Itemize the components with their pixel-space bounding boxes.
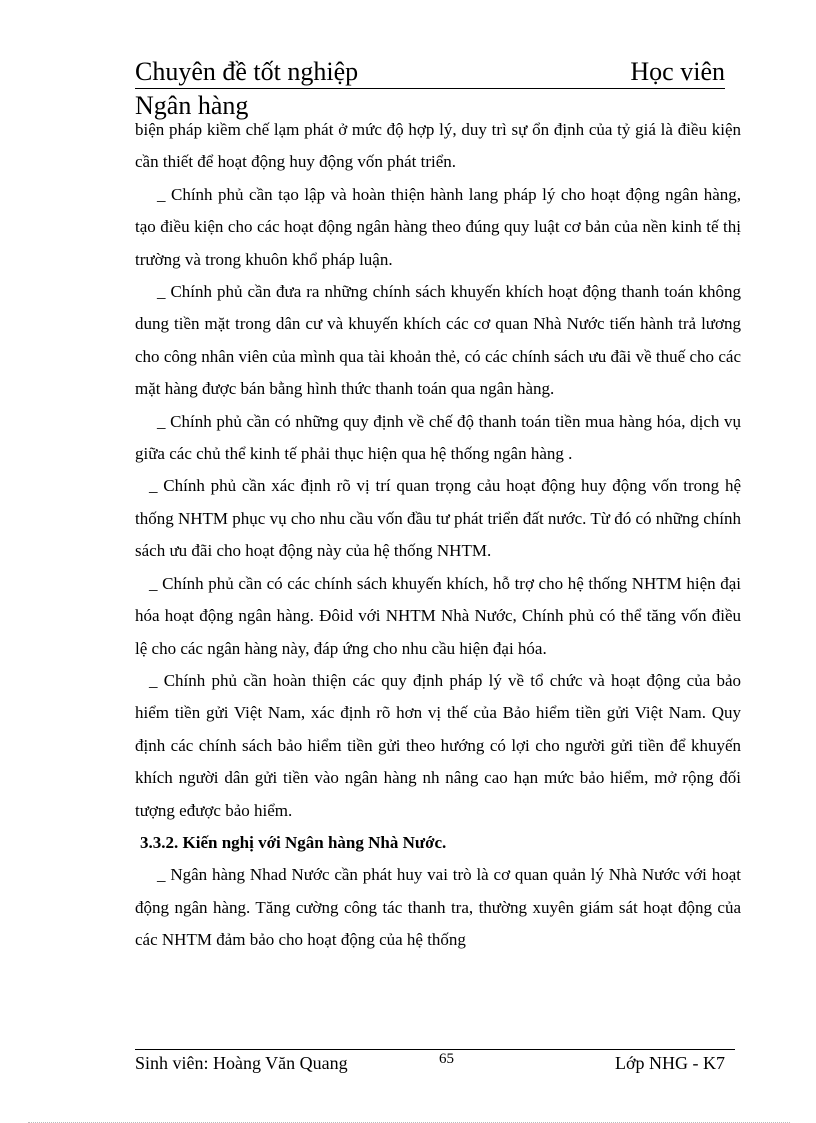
section-heading: 3.3.2. Kiến nghị với Ngân hàng Nhà Nước. [140,832,447,852]
class-name: Lớp NHG - K7 [614,1053,725,1073]
paragraph: _ Chính phủ cần xác định rõ vị trí quan trọng cảu hoạt động huy động vốn trong hệ thống NHTM phục vụ cho nhu cầu vốn đầu tư phát triển đất nước. Từ đó có những chính sách ưu đãi cho hoạt động này của hệ thống NHTM. [135,476,741,561]
document-title: Chuyên đề tốt nghiệp [135,57,359,86]
paragraph: _ Chính phủ cần tạo lập và hoàn thiện hành lang pháp lý cho hoạt động ngân hàng, tạo điều kiện cho các hoạt động ngân hàng theo đúng quy luật cơ bản của nền kinh tế thị trường và trong khuôn khổ pháp luận. [135,184,741,269]
page-number: 65 [439,1051,454,1067]
header-top-line [135,56,725,89]
page-header [135,56,725,122]
student-name: Sinh viên: Hoàng Văn Quang [135,1053,348,1073]
document-body [135,114,741,957]
institution-name: Học viên [630,57,725,86]
paragraph: _ Chính phủ cần hoàn thiện các quy định pháp lý về tổ chức và hoạt động của bảo hiểm tiền gửi Việt Nam, xác định rõ hơn vị thế của Bảo hiểm tiền gửi Việt Nam. Quy định các chính sách bảo hiểm tiền gửi theo hướng có lợi cho người gửi tiền để khuyến khích người dân gửi tiền vào ngân hàng nh nâng cao hạn mức bảo hiểm, mở rộng đối tượng eđược bảo hiểm. [135,670,741,820]
paragraph: _ Chính phủ cần đưa ra những chính sách khuyến khích hoạt động thanh toán không dung tiền mặt trong dân cư và khuyến khích các cơ quan Nhà Nước tiến hành trả lương cho công nhân viên của mình qua tài khoản thẻ, có các chính sách ưu đãi về thuế cho các mặt hàng được bán bằng hình thức thanh toán qua ngân hàng. [135,282,741,399]
page-footer [135,1053,725,1079]
footer-divider [135,1049,735,1050]
paragraph: _ Chính phủ cần có các chính sách khuyến khích, hỗ trợ cho hệ thống NHTM hiện đại hóa hoạt động ngân hàng. Đôid với NHTM Nhà Nước, Chính phủ có thể tăng vốn điều lệ cho các ngân hàng này, đáp ứng cho nhu cầu hiện đại hóa. [135,573,741,658]
paragraph: biện pháp kiềm chế lạm phát ở mức độ hợp lý, duy trì sự ổn định của tỷ giá là điều kiện cần thiết để hoạt động huy động vốn phát triển. [135,120,741,172]
paragraph: _ Chính phủ cần có những quy định về chế độ thanh toán tiền mua hàng hóa, dịch vụ giữa các chủ thể kinh tế phải thục hiện qua hệ thống ngân hàng . [135,411,741,464]
paragraph: _ Ngân hàng Nhad Nước cần phát huy vai trò là cơ quan quản lý Nhà Nước với hoạt động ngân hàng. Tăng cường công tác thanh tra, thường xuyên giám sát hoạt động của các NHTM đảm bảo cho hoạt động của hệ thống [135,865,741,950]
institution-name-continued: Ngân hàng [135,91,249,120]
